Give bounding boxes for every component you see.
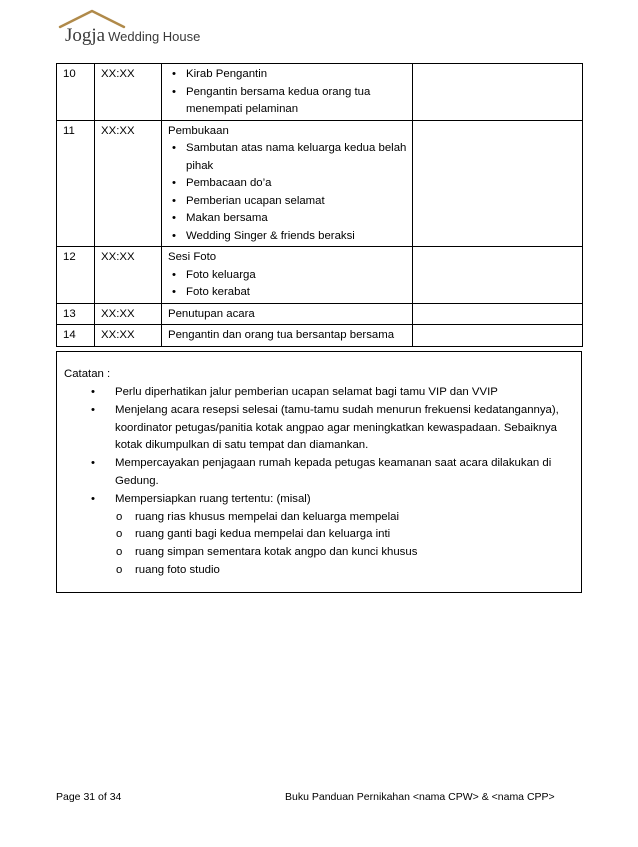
row-activity <box>162 64 413 121</box>
logo-subtitle: Wedding House <box>108 29 201 44</box>
table-row <box>57 120 583 247</box>
logo-wordmark <box>65 25 200 47</box>
sub-list-item: o ruang rias khusus mempelai dan keluarga mempelai <box>135 509 577 527</box>
table-row <box>57 325 583 347</box>
row-notes-cell <box>413 120 583 247</box>
list-item: • Kirab Pengantin <box>186 66 407 84</box>
logo-brand: Jogja <box>65 25 106 46</box>
room-list <box>115 509 577 580</box>
table-row <box>57 303 583 325</box>
notes-title: Catatan : <box>64 368 111 380</box>
row-time: XX:XX <box>95 325 162 347</box>
row-number: 13 <box>57 303 95 325</box>
list-item: • Foto kerabat <box>186 284 407 302</box>
sub-list-item: o ruang foto studio <box>135 562 577 580</box>
list-item: • Menjelang acara resepsi selesai (tamu-tamu sudah menurun frekuensi kedatangannya), koordinator petugas/panitia kotak angpao agar meningkatkan kewaspadaan. Sebaiknya kotak dikumpulkan di satu tempat dan diamankan. <box>115 402 577 455</box>
notes-list <box>115 384 577 580</box>
row-number: 11 <box>57 120 95 247</box>
document-title: Buku Panduan Pernikahan <nama CPW> & <nama CPP> <box>285 791 555 803</box>
list-item: • Wedding Singer & friends beraksi <box>186 228 407 246</box>
sub-list-item: o ruang ganti bagi kedua mempelai dan keluarga inti <box>135 526 577 544</box>
list-item: • Mempercayakan penjagaan rumah kepada petugas keamanan saat acara dilakukan di Gedung. <box>115 455 577 491</box>
activity-title: Pembukaan <box>168 124 229 137</box>
row-time: XX:XX <box>95 64 162 121</box>
row-notes-cell <box>413 325 583 347</box>
row-activity: Penutupan acara <box>162 303 413 325</box>
activity-list <box>168 140 407 245</box>
list-item: • Sambutan atas nama keluarga kedua belah pihak <box>186 140 407 175</box>
list-item-text: Mempersiapkan ruang tertentu: (misal) <box>115 492 311 505</box>
logo <box>58 8 228 48</box>
activity-title: Sesi Foto <box>168 251 217 263</box>
list-item: • Pemberian ucapan selamat <box>186 193 407 211</box>
row-number: 10 <box>57 64 95 121</box>
row-activity <box>162 247 413 304</box>
row-time: XX:XX <box>95 303 162 325</box>
list-item: • Makan bersama <box>186 210 407 228</box>
list-item: • Perlu diperhatikan jalur pemberian ucapan selamat bagi tamu VIP dan VVIP <box>115 384 577 402</box>
table-row <box>57 64 583 121</box>
row-number: 12 <box>57 247 95 304</box>
sub-list-item: o ruang simpan sementara kotak angpo dan kunci khusus <box>135 544 577 562</box>
list-item: • Foto keluarga <box>186 267 407 285</box>
list-item: • Pengantin bersama kedua orang tua menempati pelaminan <box>186 84 407 119</box>
row-activity: Pengantin dan orang tua bersantap bersama <box>162 325 413 347</box>
row-activity <box>162 120 413 247</box>
row-number: 14 <box>57 325 95 347</box>
notes-box <box>56 351 582 593</box>
row-notes-cell <box>413 303 583 325</box>
row-time: XX:XX <box>95 120 162 247</box>
activity-list <box>168 66 407 119</box>
schedule-table <box>56 63 583 347</box>
row-time: XX:XX <box>95 247 162 304</box>
row-notes-cell <box>413 247 583 304</box>
table-row <box>57 247 583 304</box>
list-item: • Pembacaan do’a <box>186 175 407 193</box>
activity-list <box>168 267 407 302</box>
list-item <box>115 491 577 580</box>
page-number: Page 31 of 34 <box>56 791 122 803</box>
row-notes-cell <box>413 64 583 121</box>
